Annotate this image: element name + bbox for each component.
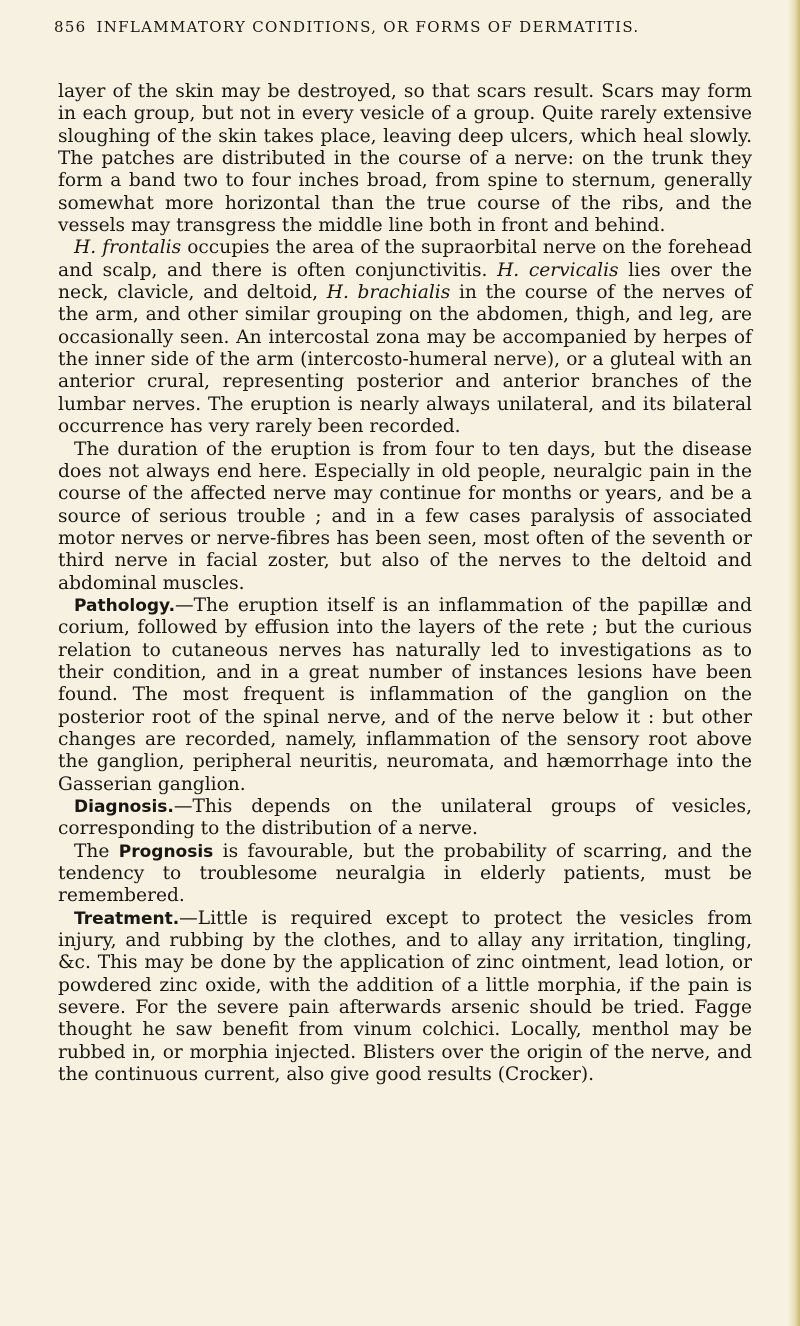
paragraph-regional-forms xyxy=(58,237,752,438)
paragraph-text: The xyxy=(74,840,119,862)
paragraph-text: in the course of the nerves of the arm, and other similar grouping on the abdomen, thigh, and leg, are occasionally seen. An intercostal zona may be accompanied by herpes of the inner side of the arm (intercosto-humeral nerve), or a gluteal with an anterior crural, representing posterior and anterior branches of the lumbar nerves. The eruption is nearly always unilateral, and its bilateral occurrence has very rarely been recorded. xyxy=(58,282,752,438)
paragraph-prognosis xyxy=(58,841,752,908)
section-heading-diagnosis: Diagnosis. xyxy=(74,797,174,817)
section-heading-prognosis: Prognosis xyxy=(118,841,214,862)
section-heading-pathology: Pathology. xyxy=(74,595,176,616)
section-heading-treatment: Treatment. xyxy=(74,908,180,929)
paragraph-text: —This depends on the unilateral groups of vesicles, corresponding to the distribution of a nerve. xyxy=(58,796,752,840)
page-number: 856 xyxy=(54,18,87,36)
paragraph-duration: The duration of the eruption is from four to ten days, but the disease does not always end here. Especially in old people, neuralgic pain in the course of the affected nerve may continue for months or years, and be a source of serious trouble ; and in a few cases paralysis of associated motor nerves or nerve-fibres has been seen, most often of the seventh or third nerve in facial zoster, but also of the nerves to the deltoid and abdominal muscles. xyxy=(58,438,752,594)
term-h-frontalis: H. frontalis xyxy=(74,237,182,259)
paragraph-text: —Little is required except to protect the vesicles from injury, and rubbing by the clothes, and to allay any irritation, tingling, &c. This may be done by the application of zinc ointment, lead lotion, or powdered zinc oxide, with the addition of a little morphia, if the pain is severe. For the severe pain afterwards arsenic should be tried. Fagge thought he saw benefit from vinum colchici. Locally, menthol may be rubbed in, or morphia injected. Blisters over the origin of the nerve, and the continuous current, also give good results (Crocker). xyxy=(58,907,752,1086)
page-edge xyxy=(788,0,800,1326)
paragraph-text: is favourable, but the probability of scarring, and the tendency to troublesome neuralgia in elderly patients, must be remembered. xyxy=(58,840,752,907)
paragraph-text: lies over the neck, clavicle, and deltoid, xyxy=(58,259,752,304)
term-h-cervicalis: H. cervicalis xyxy=(497,259,619,281)
paragraph-pathology xyxy=(58,595,752,796)
paragraph-scars: layer of the skin may be destroyed, so that scars result. Scars may form in each group, but not in every vesicle of a group. Quite rarely extensive sloughing of the skin takes place, leaving deep ulcers, which heal slowly. The patches are distributed in the course of a nerve: on the trunk they form a band two to four inches broad, from spine to sternum, generally somewhat more horizontal than the true course of the ribs, and the vessels may transgress the middle line both in front and behind. xyxy=(58,81,752,237)
running-header xyxy=(54,18,754,36)
running-title: INFLAMMATORY CONDITIONS, OR FORMS OF DERMATITIS. xyxy=(96,18,640,36)
body-text xyxy=(58,81,752,1086)
paragraph-text: occupies the area of the supraorbital nerve on the forehead and scalp, and there is often conjunctivitis. xyxy=(58,237,752,281)
paragraph-treatment xyxy=(58,908,752,1087)
paragraph-diagnosis xyxy=(58,796,752,841)
paragraph-text: —The eruption itself is an inflammation of the papillæ and corium, followed by effusion into the layers of the rete ; but the curious relation to cutaneous nerves has naturally led to investigations as to their condition, and in a great number of instances lesions have been found. The most frequent is inflammation of the ganglion on the posterior root of the spinal nerve, and of the nerve below it : but other changes are recorded, namely, inflammation of the sensory root above the ganglion, peripheral neuritis, neuromata, and hæmorrhage into the Gasserian ganglion. xyxy=(58,594,752,795)
term-h-brachialis: H. brachialis xyxy=(326,282,451,304)
